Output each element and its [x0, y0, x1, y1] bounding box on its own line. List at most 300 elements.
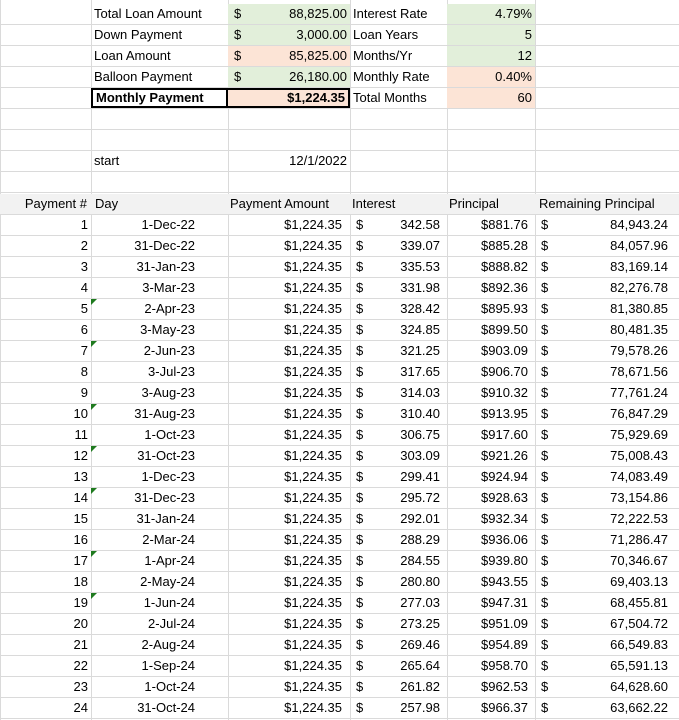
payment-day[interactable]: 2-Jun-23: [143, 343, 195, 358]
currency-symbol: $: [356, 532, 364, 547]
principal[interactable]: $951.09: [481, 616, 528, 631]
remaining-principal: 77,761.24: [610, 385, 668, 400]
note-indicator-icon: [91, 341, 97, 347]
remaining-principal: 84,057.96: [610, 238, 668, 253]
payment-day[interactable]: 1-Dec-23: [141, 469, 195, 484]
summary-value: 88,825.00: [289, 6, 347, 21]
payment-number[interactable]: 8: [80, 364, 88, 379]
interest-cell[interactable]: [350, 467, 447, 487]
currency-symbol: $: [541, 280, 549, 295]
interest-cell[interactable]: [350, 425, 447, 445]
remaining-principal: 74,083.49: [610, 469, 668, 484]
currency-symbol: $: [356, 595, 364, 610]
summary-value-cell[interactable]: [228, 46, 350, 66]
summary-label[interactable]: Loan Years: [353, 27, 419, 42]
monthly-payment-value[interactable]: $1,224.35: [228, 88, 350, 108]
remaining-cell[interactable]: [535, 383, 679, 403]
interest-cell[interactable]: [350, 215, 447, 235]
note-indicator-icon: [91, 404, 97, 410]
payment-amount[interactable]: $1,224.35: [284, 343, 342, 358]
interest-cell[interactable]: [350, 257, 447, 277]
table-row: [0, 362, 679, 383]
currency-symbol: $: [541, 217, 549, 232]
payment-amount[interactable]: $1,224.35: [284, 658, 342, 673]
principal[interactable]: $885.28: [481, 238, 528, 253]
currency-symbol: $: [356, 322, 364, 337]
interest-value: 331.98: [400, 280, 440, 295]
currency-symbol: $: [356, 364, 364, 379]
remaining-cell[interactable]: [535, 572, 679, 592]
table-row: [0, 530, 679, 551]
principal[interactable]: $892.36: [481, 280, 528, 295]
remaining-principal: 81,380.85: [610, 301, 668, 316]
currency-symbol: $: [541, 322, 549, 337]
interest-cell[interactable]: [350, 341, 447, 361]
payment-day[interactable]: 2-May-24: [140, 574, 195, 589]
currency-symbol: $: [356, 385, 364, 400]
remaining-cell[interactable]: [535, 467, 679, 487]
column-header[interactable]: Interest: [352, 196, 396, 211]
empty-row: [0, 130, 679, 151]
payment-number[interactable]: 4: [80, 280, 88, 295]
principal[interactable]: $899.50: [481, 322, 528, 337]
currency-symbol: $: [541, 553, 549, 568]
interest-value: 342.58: [400, 217, 440, 232]
payment-day[interactable]: 31-Oct-24: [137, 700, 195, 715]
payment-day[interactable]: 31-Oct-23: [137, 448, 195, 463]
currency-symbol: $: [356, 238, 364, 253]
summary-label[interactable]: Monthly Rate: [353, 69, 430, 84]
payment-number[interactable]: 6: [80, 322, 88, 337]
summary-label[interactable]: Total Months: [353, 90, 427, 105]
payment-amount[interactable]: $1,224.35: [284, 280, 342, 295]
interest-value: 265.64: [400, 658, 440, 673]
currency-symbol: $: [541, 301, 549, 316]
remaining-cell[interactable]: [535, 236, 679, 256]
payment-number[interactable]: 23: [73, 679, 88, 694]
payment-day[interactable]: 2-Mar-24: [142, 532, 195, 547]
start-date[interactable]: 12/1/2022: [289, 153, 347, 168]
payment-day[interactable]: 3-Jul-23: [148, 364, 195, 379]
currency-symbol: $: [234, 69, 242, 84]
payment-amount[interactable]: $1,224.35: [284, 217, 342, 232]
table-header-row: [0, 194, 679, 215]
currency-symbol: $: [356, 427, 364, 442]
currency-symbol: $: [541, 385, 549, 400]
table-row: [0, 404, 679, 425]
note-indicator-icon: [91, 488, 97, 494]
table-row: [0, 236, 679, 257]
payment-number[interactable]: 22: [73, 658, 88, 673]
payment-number[interactable]: 18: [73, 574, 88, 589]
payment-amount[interactable]: $1,224.35: [284, 364, 342, 379]
currency-symbol: $: [356, 616, 364, 631]
summary-value[interactable]: 0.40%: [447, 67, 535, 87]
column-header[interactable]: Principal: [449, 196, 499, 211]
table-row: [0, 488, 679, 509]
payment-number[interactable]: 3: [80, 259, 88, 274]
remaining-principal: 70,346.67: [610, 553, 668, 568]
principal[interactable]: $906.70: [481, 364, 528, 379]
summary-value-cell[interactable]: [228, 4, 350, 24]
currency-symbol: $: [541, 679, 549, 694]
summary-value[interactable]: 5: [447, 25, 535, 45]
note-indicator-icon: [91, 446, 97, 452]
payment-number[interactable]: 24: [73, 700, 88, 715]
table-row: [0, 341, 679, 362]
interest-cell[interactable]: [350, 404, 447, 424]
payment-day[interactable]: 1-Dec-22: [141, 217, 195, 232]
summary-value[interactable]: 12: [447, 46, 535, 66]
interest-cell[interactable]: [350, 236, 447, 256]
interest-cell[interactable]: [350, 677, 447, 697]
table-row: [0, 656, 679, 677]
principal[interactable]: $962.53: [481, 679, 528, 694]
summary-value[interactable]: 4.79%: [447, 4, 535, 24]
currency-symbol: $: [234, 6, 242, 21]
currency-symbol: $: [356, 490, 364, 505]
table-row: [0, 278, 679, 299]
column-header[interactable]: Payment #: [24, 196, 87, 211]
summary-row-down-payment: [0, 25, 679, 46]
principal[interactable]: $928.63: [481, 490, 528, 505]
table-row: [0, 572, 679, 593]
currency-symbol: $: [356, 511, 364, 526]
interest-value: 288.29: [400, 532, 440, 547]
payment-number[interactable]: 5: [80, 301, 88, 316]
interest-value: 321.25: [400, 343, 440, 358]
currency-symbol: $: [356, 469, 364, 484]
payment-number[interactable]: 2: [80, 238, 88, 253]
interest-value: 292.01: [400, 511, 440, 526]
empty-row: [0, 109, 679, 130]
payment-number[interactable]: 10: [73, 406, 88, 421]
currency-symbol: $: [541, 658, 549, 673]
summary-value: 85,825.00: [289, 48, 347, 63]
payment-amount[interactable]: $1,224.35: [284, 469, 342, 484]
payment-day[interactable]: 1-Sep-24: [141, 658, 195, 673]
payment-day[interactable]: 3-Aug-23: [141, 385, 195, 400]
remaining-cell[interactable]: [535, 593, 679, 613]
payment-amount[interactable]: $1,224.35: [284, 637, 342, 652]
payment-day[interactable]: 3-Mar-23: [142, 280, 195, 295]
remaining-principal: 82,276.78: [610, 280, 668, 295]
table-row: [0, 614, 679, 635]
remaining-cell[interactable]: [535, 299, 679, 319]
currency-symbol: $: [356, 301, 364, 316]
table-row: [0, 698, 679, 719]
remaining-cell[interactable]: [535, 278, 679, 298]
payment-number[interactable]: 17: [73, 553, 88, 568]
remaining-principal: 66,549.83: [610, 637, 668, 652]
table-row: [0, 509, 679, 530]
payment-day[interactable]: 31-Jan-23: [136, 259, 195, 274]
start-label[interactable]: start: [94, 153, 120, 168]
summary-row-monthly-payment: [0, 88, 679, 109]
remaining-cell[interactable]: [535, 404, 679, 424]
table-row: [0, 593, 679, 614]
remaining-cell[interactable]: [535, 215, 679, 235]
remaining-cell[interactable]: [535, 488, 679, 508]
payment-day[interactable]: 1-Oct-24: [144, 679, 195, 694]
remaining-principal: 68,455.81: [610, 595, 668, 610]
payment-day[interactable]: 1-Jun-24: [143, 595, 195, 610]
payment-amount[interactable]: $1,224.35: [284, 595, 342, 610]
remaining-principal: 73,154.86: [610, 490, 668, 505]
remaining-cell[interactable]: [535, 341, 679, 361]
remaining-cell[interactable]: [535, 530, 679, 550]
remaining-principal: 75,929.69: [610, 427, 668, 442]
currency-symbol: $: [356, 448, 364, 463]
currency-symbol: $: [356, 637, 364, 652]
remaining-principal: 79,578.26: [610, 343, 668, 358]
principal[interactable]: $895.93: [481, 301, 528, 316]
interest-cell[interactable]: [350, 488, 447, 508]
payment-amount[interactable]: $1,224.35: [284, 679, 342, 694]
table-row: [0, 383, 679, 404]
payment-number[interactable]: 20: [73, 616, 88, 631]
interest-cell[interactable]: [350, 635, 447, 655]
interest-cell[interactable]: [350, 446, 447, 466]
principal[interactable]: $966.37: [481, 700, 528, 715]
interest-value: 317.65: [400, 364, 440, 379]
currency-symbol: $: [541, 574, 549, 589]
principal[interactable]: $958.70: [481, 658, 528, 673]
table-row: [0, 257, 679, 278]
interest-value: 310.40: [400, 406, 440, 421]
currency-symbol: $: [541, 532, 549, 547]
payment-day[interactable]: 1-Apr-24: [144, 553, 195, 568]
remaining-cell[interactable]: [535, 614, 679, 634]
payment-amount[interactable]: $1,224.35: [284, 406, 342, 421]
remaining-principal: 75,008.43: [610, 448, 668, 463]
currency-symbol: $: [541, 700, 549, 715]
summary-label[interactable]: Interest Rate: [353, 6, 428, 21]
payment-amount[interactable]: $1,224.35: [284, 448, 342, 463]
currency-symbol: $: [356, 343, 364, 358]
remaining-principal: 80,481.35: [610, 322, 668, 337]
interest-cell[interactable]: [350, 551, 447, 571]
payment-day[interactable]: 31-Aug-23: [134, 406, 195, 421]
interest-cell[interactable]: [350, 698, 447, 718]
payment-amount[interactable]: $1,224.35: [284, 427, 342, 442]
interest-cell[interactable]: [350, 593, 447, 613]
payment-number[interactable]: 19: [73, 595, 88, 610]
principal[interactable]: $913.95: [481, 406, 528, 421]
payment-number[interactable]: 9: [80, 385, 88, 400]
payment-amount[interactable]: $1,224.35: [284, 616, 342, 631]
payment-number[interactable]: 11: [74, 427, 88, 442]
principal[interactable]: $943.55: [481, 574, 528, 589]
remaining-principal: 76,847.29: [610, 406, 668, 421]
payment-amount[interactable]: $1,224.35: [284, 700, 342, 715]
interest-cell[interactable]: [350, 278, 447, 298]
remaining-principal: 84,943.24: [610, 217, 668, 232]
principal[interactable]: $888.82: [481, 259, 528, 274]
payment-amount[interactable]: $1,224.35: [284, 301, 342, 316]
payment-amount[interactable]: $1,224.35: [284, 574, 342, 589]
interest-cell[interactable]: [350, 530, 447, 550]
payment-number[interactable]: 12: [73, 448, 88, 463]
remaining-cell[interactable]: [535, 257, 679, 277]
principal[interactable]: $881.76: [481, 217, 528, 232]
summary-label[interactable]: Balloon Payment: [94, 69, 193, 84]
interest-cell[interactable]: [350, 656, 447, 676]
principal[interactable]: $954.89: [481, 637, 528, 652]
summary-value[interactable]: 60: [447, 88, 535, 108]
principal[interactable]: $936.06: [481, 532, 528, 547]
interest-value: 280.80: [400, 574, 440, 589]
payment-day[interactable]: 31-Dec-22: [134, 238, 195, 253]
currency-symbol: $: [541, 490, 549, 505]
payment-day[interactable]: 1-Oct-23: [144, 427, 195, 442]
interest-cell[interactable]: [350, 383, 447, 403]
remaining-cell[interactable]: [535, 362, 679, 382]
currency-symbol: $: [356, 679, 364, 694]
table-row: [0, 299, 679, 320]
table-row: [0, 446, 679, 467]
interest-value: 339.07: [400, 238, 440, 253]
currency-symbol: $: [356, 217, 364, 232]
payment-number[interactable]: 21: [73, 637, 88, 652]
payment-day[interactable]: 2-Aug-24: [141, 637, 195, 652]
payment-number[interactable]: 14: [73, 490, 88, 505]
summary-row-balloon: [0, 67, 679, 88]
principal[interactable]: $917.60: [481, 427, 528, 442]
interest-value: 261.82: [400, 679, 440, 694]
summary-label[interactable]: Months/Yr: [353, 48, 413, 63]
currency-symbol: $: [541, 427, 549, 442]
currency-symbol: $: [541, 511, 549, 526]
summary-value: 3,000.00: [296, 27, 347, 42]
remaining-principal: 78,671.56: [610, 364, 668, 379]
note-indicator-icon: [91, 593, 97, 599]
payment-amount[interactable]: $1,224.35: [284, 322, 342, 337]
interest-cell[interactable]: [350, 299, 447, 319]
remaining-cell[interactable]: [535, 656, 679, 676]
currency-symbol: $: [541, 637, 549, 652]
remaining-cell[interactable]: [535, 698, 679, 718]
currency-symbol: $: [234, 27, 242, 42]
payment-number[interactable]: 7: [80, 343, 88, 358]
remaining-cell[interactable]: [535, 551, 679, 571]
table-row: [0, 677, 679, 698]
remaining-cell[interactable]: [535, 677, 679, 697]
currency-symbol: $: [234, 48, 242, 63]
table-row: [0, 635, 679, 656]
column-header[interactable]: Remaining Principal: [539, 196, 655, 211]
currency-symbol: $: [541, 469, 549, 484]
interest-value: 303.09: [400, 448, 440, 463]
remaining-principal: 65,591.13: [610, 658, 668, 673]
payment-amount[interactable]: $1,224.35: [284, 385, 342, 400]
interest-value: 273.25: [400, 616, 440, 631]
table-row: [0, 215, 679, 236]
payment-number[interactable]: 16: [73, 532, 88, 547]
principal[interactable]: $932.34: [481, 511, 528, 526]
remaining-cell[interactable]: [535, 320, 679, 340]
payment-amount[interactable]: $1,224.35: [284, 553, 342, 568]
payment-amount[interactable]: $1,224.35: [284, 259, 342, 274]
interest-value: 306.75: [400, 427, 440, 442]
payment-amount[interactable]: $1,224.35: [284, 532, 342, 547]
summary-row-total-loan: [0, 4, 679, 25]
currency-symbol: $: [541, 259, 549, 274]
column-header[interactable]: Day: [95, 196, 119, 211]
payment-amount[interactable]: $1,224.35: [284, 238, 342, 253]
payment-day[interactable]: 2-Apr-23: [144, 301, 195, 316]
summary-value-cell[interactable]: [228, 67, 350, 87]
summary-label[interactable]: Loan Amount: [94, 48, 171, 63]
principal[interactable]: $939.80: [481, 553, 528, 568]
remaining-cell[interactable]: [535, 509, 679, 529]
summary-label[interactable]: Down Payment: [94, 27, 183, 42]
payment-day[interactable]: 2-Jul-24: [148, 616, 195, 631]
currency-symbol: $: [356, 259, 364, 274]
principal[interactable]: $924.94: [481, 469, 528, 484]
principal[interactable]: $910.32: [481, 385, 528, 400]
interest-value: 335.53: [400, 259, 440, 274]
summary-value-cell[interactable]: [228, 25, 350, 45]
interest-value: 314.03: [400, 385, 440, 400]
principal[interactable]: $921.26: [481, 448, 528, 463]
currency-symbol: $: [356, 280, 364, 295]
note-indicator-icon: [91, 299, 97, 305]
interest-cell[interactable]: [350, 572, 447, 592]
table-row: [0, 551, 679, 572]
column-header[interactable]: Payment Amount: [230, 196, 329, 211]
currency-symbol: $: [541, 406, 549, 421]
currency-symbol: $: [356, 700, 364, 715]
payment-number[interactable]: 13: [73, 469, 88, 484]
currency-symbol: $: [541, 595, 549, 610]
remaining-cell[interactable]: [535, 425, 679, 445]
interest-value: 277.03: [400, 595, 440, 610]
interest-value: 269.46: [400, 637, 440, 652]
interest-cell[interactable]: [350, 320, 447, 340]
payment-day[interactable]: 31-Jan-24: [136, 511, 195, 526]
currency-symbol: $: [356, 574, 364, 589]
interest-value: 328.42: [400, 301, 440, 316]
remaining-cell[interactable]: [535, 635, 679, 655]
interest-cell[interactable]: [350, 362, 447, 382]
payment-number[interactable]: 1: [80, 217, 88, 232]
currency-symbol: $: [541, 448, 549, 463]
payment-day[interactable]: 3-May-23: [140, 322, 195, 337]
payment-number[interactable]: 15: [73, 511, 88, 526]
currency-symbol: $: [356, 658, 364, 673]
principal[interactable]: $947.31: [481, 595, 528, 610]
table-row: [0, 467, 679, 488]
monthly-payment-label[interactable]: Monthly Payment: [91, 88, 228, 108]
currency-symbol: $: [356, 406, 364, 421]
payment-amount[interactable]: $1,224.35: [284, 511, 342, 526]
currency-symbol: $: [541, 616, 549, 631]
currency-symbol: $: [541, 364, 549, 379]
remaining-cell[interactable]: [535, 446, 679, 466]
remaining-principal: 71,286.47: [610, 532, 668, 547]
payment-amount[interactable]: $1,224.35: [284, 490, 342, 505]
principal[interactable]: $903.09: [481, 343, 528, 358]
remaining-principal: 83,169.14: [610, 259, 668, 274]
currency-symbol: $: [541, 238, 549, 253]
payment-day[interactable]: 31-Dec-23: [134, 490, 195, 505]
summary-label[interactable]: Total Loan Amount: [94, 6, 202, 21]
interest-value: 284.55: [400, 553, 440, 568]
summary-row-loan-amount: [0, 46, 679, 67]
interest-cell[interactable]: [350, 509, 447, 529]
interest-cell[interactable]: [350, 614, 447, 634]
